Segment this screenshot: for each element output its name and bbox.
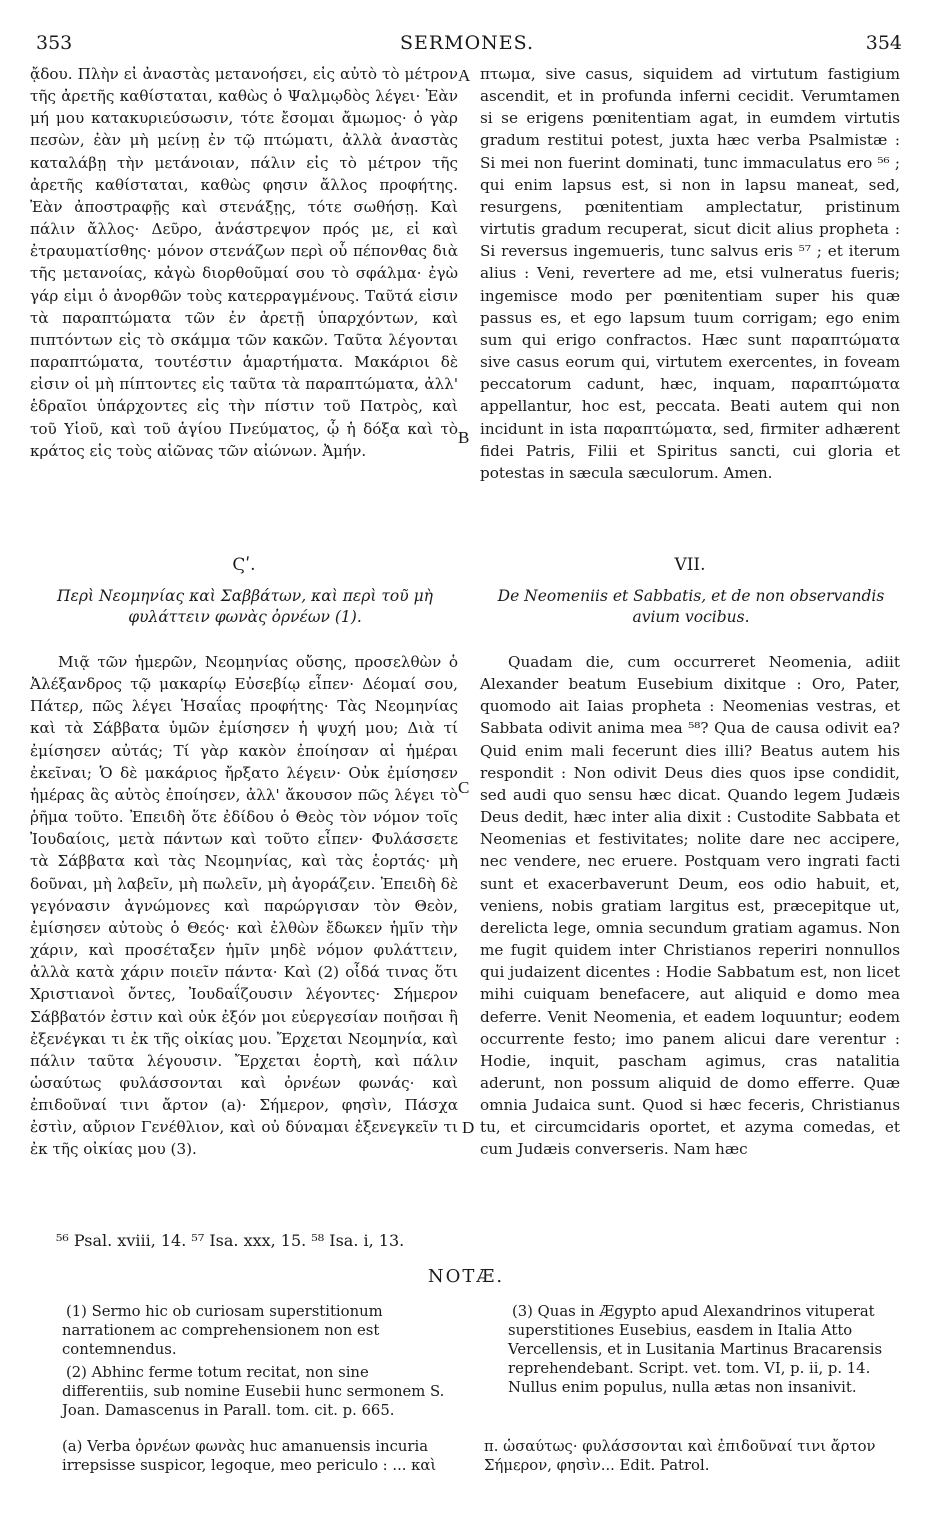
latin-column-top	[480, 63, 900, 484]
greek-paragraph: ᾄδου. Πλὴν εἰ ἀναστὰς μετανοήσει, εἰς αὐτὸ τὸ μέτρον τῆς ἀρετῆς καθίσταται, καθὼς ὁ Ψαλμῳδὸς λέγει· Ἐὰν μή μου κατακυριεύσωσιν, τότε ἔσομαι ἄμωμος· ὁ γὰρ πεσὼν, ἐὰν μὴ μείνῃ ἐν τῷ πτώματι, ἀλλὰ ἀναστὰς καταλάβῃ τὴν μετάνοιαν, πάλιν εἰς τὸ μέτρον τῆς ἀρετῆς καθίσταται, καθὼς φησιν ἄλλος προφήτης. Ἐὰν ἀποστραφῇς καὶ στενάξῃς, τότε σωθήσῃ. Καὶ πάλιν ἄλλος· Δεῦρο, ἀνάστρεψον πρός με, εἰ καὶ ἐτραυματίσθης· μόνον στενάζων περὶ οὗ πέπονθας διὰ τῆς μετανοίας, κἀγὼ διορθοῦμαί σου τὸ σφάλμα· ἐγὼ γάρ εἰμι ὁ ἀνορθῶν τοὺς κατερραγμένους. Ταῦτά εἰσιν τὰ παραπτώματα τῶν ἐν ἀρετῇ ὑπαρχόντων, καὶ πιπτόντων εἰς τὸ σκάμμα τῶν κακῶν. Ταῦτα λέγονται παραπτώματα, τουτέστιν ἁμαρτήματα. Μακάριοι δὲ εἰσιν οἱ μὴ πίπτοντες εἰς ταῦτα τὰ παραπτώματα, ἀλλ' ἑδραῖοι ὑπάρχοντες εἰς τὴν πίστιν τοῦ Πατρὸς, καὶ τοῦ Υἱοῦ, καὶ τοῦ ἁγίου Πνεύματος, ᾧ ἡ δόξα καὶ τὸ κράτος εἰς τοὺς αἰῶνας τῶν αἰώνων. Ἀμήν.	[30, 65, 458, 460]
scripture-footnotes: ⁵⁶ Psal. xviii, 14. ⁵⁷ Isa. xxx, 15. ⁵⁸ Isa. i, 13.	[56, 1231, 405, 1250]
latin-column-bottom	[480, 651, 900, 1161]
greek-paragraph: Μιᾷ τῶν ἡμερῶν, Νεομηνίας οὔσης, προσελθὼν ὁ Ἀλέξανδρος τῷ μακαρίῳ Εὐσεβίῳ εἶπεν· Δέομαί σου, Πάτερ, πῶς λέγει Ἡσαΐας προφήτης· Τὰς Νεομηνίας καὶ τὰ Σάββατα ὑμῶν ἐμίσησεν ἡ ψυχή μου; Διὰ τί ἐμίσησεν αὐτάς; Τί γὰρ κακὸν ἐποίησαν αἱ ἡμέραι ἐκεῖναι; Ὁ δὲ μακάριος ἤρξατο λέγειν· Οὐκ ἐμίσησεν ἡμέρας ἃς αὐτὸς ἐποίησεν, ἀλλ' ἄκουσον πῶς λέγει τὸ ῥῆμα τοῦτο. Ἐπειδὴ ὅτε ἐδίδου ὁ Θεὸς τὸν νόμον τοῖς Ἰουδαίοις, μετὰ πάντων καὶ τοῦτο εἶπεν· Φυλάσσετε τὰ Σάββατα καὶ τὰς Νεομηνίας, καὶ τὰς ἑορτάς· μὴ δοῦναι, μὴ λαβεῖν, μὴ πωλεῖν, μὴ ἀγοράζειν. Ἐπειδὴ δὲ γεγόνασιν ἀγνώμονες καὶ παρώργισαν τὸν Θεὸν, ἐμίσησεν αὐτοὺς ὁ Θεός· καὶ ἐλθὼν ἔδωκεν ἡμῖν τὴν χάριν, καὶ προσέταξεν ἡμῖν μηδὲ νόμον φυλάττειν, ἀλλὰ κατὰ χάριν ποιεῖν πάντα· Καὶ (2) οἶδά τινας ὅτι Χριστιανοὶ ὄντες, Ἰουδαΐζουσιν λέγοντες· Σήμερον Σάββατόν ἐστιν καὶ οὐκ ἐξόν μοι εὐεργεσίαν ποιῆσαι ἢ ἐξενέγκαι τι ἐκ τῆς οἰκίας μου. Ἔρχεται Νεομηνία, καὶ πάλιν ταῦτα λέγουσιν. Ἔρχεται ἑορτὴ, καὶ πάλιν ὡσαύτως φυλάσσονται καὶ ὀρνέων φωνάς· καὶ ἐπιδοῦναί τινι ἄρτον (a)· Σήμερον, φησὶν, Πάσχα ἐστὶν, αὔριον Γενέθλιον, καὶ οὐ δύναμαι ἐξενεγκεῖν τι ἐκ τῆς οἰκίας μου (3).	[30, 653, 458, 1159]
margin-letter-c: C	[458, 778, 470, 797]
note-a-right: π. ὡσαύτως· φυλάσσονται καὶ ἐπιδοῦναί τινι ἄρτον Σήμερον, φησὶν... Edit. Patrol.	[484, 1438, 876, 1474]
note-3: (3) Quas in Ægypto apud Alexandrinos vituperat superstitiones Eusebius, easdem in Italia Atto Vercellensis, et in Lusitania Martinus Bracarensis reprehendebant. Script. vet. tom. VI, p. ii, p. 14. Nullus enim populus, nulla ætas non insanivit.	[508, 1303, 883, 1396]
page-number-left: 353	[36, 32, 73, 54]
running-title: SERMONES.	[399, 32, 535, 54]
greek-section-number: Ϛʹ.	[232, 555, 256, 575]
note-1: (1) Sermo hic ob curiosam superstitionum narrationem ac comprehensionem non est contemnendus.	[62, 1303, 383, 1358]
note-2: (2) Abhinc ferme totum recitat, non sine differentiis, sub nomine Eusebii hunc sermonem S. Joan. Damascenus in Parall. tom. cit. p. 665.	[62, 1364, 445, 1419]
margin-letter-b: B	[458, 428, 470, 447]
margin-letter-d: D	[462, 1118, 475, 1137]
note-a-left: (a) Verba ὀρνέων φωνὰς huc amanuensis incuria irrepsisse suspicor, legoque, meo periculo : ... καὶ	[62, 1438, 437, 1474]
greek-column-bottom	[30, 651, 458, 1161]
notes-left	[62, 1302, 450, 1420]
margin-letter-a: A	[458, 66, 471, 85]
page-number-right: 354	[865, 32, 902, 54]
latin-paragraph: πτωμα, sive casus, siquidem ad virtutum fastigium ascendit, et in profunda inferni cecidit. Verumtamen si se erigens pœnitentiam agat, in eumdem virtutis gradum restitui potest, juxta hæc verba Psalmistæ : Si mei non fuerint dominati, tunc immaculatus ero ⁵⁶ ; qui enim lapsus est, si non in lapsu maneat, sed, resurgens, pœnitentiam amplectatur, pristinum virtutis gradum recuperat, sicut dicit alius propheta : Si reversus ingemueris, tunc salvus eris ⁵⁷ ; et iterum alius : Veni, revertere ad me, etsi vulneratus fueris; ingemisce modo per pœnitentiam super his quæ passus es, et ego lapsum tuum corrigam; ego enim sum qui erigo confractos. Hæc sunt παραπτώματα sive casus eorum qui, virtutem exercentes, in foveam peccatorum cadunt, hæc, inquam, παραπτώματα appellantur, hoc est, peccata. Beati autem qui non incidunt in ista παραπτώματα, sed, firmiter adhærent fidei Patris, Filii et Spiritus sancti, cui gloria et potestas in sæcula sæculorum. Amen.	[480, 65, 900, 482]
greek-column-top	[30, 63, 458, 462]
running-header	[24, 32, 910, 62]
notes-heading: NOTÆ.	[427, 1266, 505, 1287]
latin-section-title: De Neomeniis et Sabbatis, et de non observandis avium vocibus.	[497, 587, 885, 626]
latin-section-number: VII.	[674, 555, 706, 575]
latin-paragraph: Quadam die, cum occurreret Neomenia, adiit Alexander beatum Eusebium dixitque : Oro, Pater, quomodo ait Iaias propheta : Neomenias vestras, et Sabbata odivit anima mea ⁵⁸? Qua de causa odivit ea? Quid enim mali fecerunt dies illi? Beatus autem his respondit : Non odivit Deus dies quos ipse condidit, sed audi quo sensu hæc dicat. Quando legem Judæis Deus dedit, hæc inter alia dixit : Custodite Sabbata et Neomenias et festivitates; nolite dare nec accipere, nec vendere, nec eruere. Postquam vero ingrati facti sunt et exacerbaverunt Deum, eos odio habuit, et, veniens, nobis gratiam largitus est, præcepitque ut, derelicta lege, omnia secundum gratiam agamus. Non me fugit quidem inter Christianos reperiri nonnullos qui judaizent dicentes : Hodie Sabbatum est, non licet mihi cuiquam benefacere, aut aliquid e domo mea deferre. Venit Neomenia, et eadem loquuntur; eodem occurrente festo; imo panem alicui dare verentur : Hodie, inquit, pascham agimus, cras natalitia aderunt, non possum aliquid de domo efferre. Quæ omnia Judaica sunt. Quod si hæc feceris, Christianus tu, et circumcidaris oportet, et azyma comedas, et cum Judæis converseris. Nam hæc	[480, 653, 900, 1159]
greek-section-title: Περὶ Νεομηνίας καὶ Σαββάτων, καὶ περὶ τοῦ μὴ φυλάττειν φωνὰς ὀρνέων (1).	[57, 587, 433, 626]
notes-right	[508, 1302, 900, 1397]
